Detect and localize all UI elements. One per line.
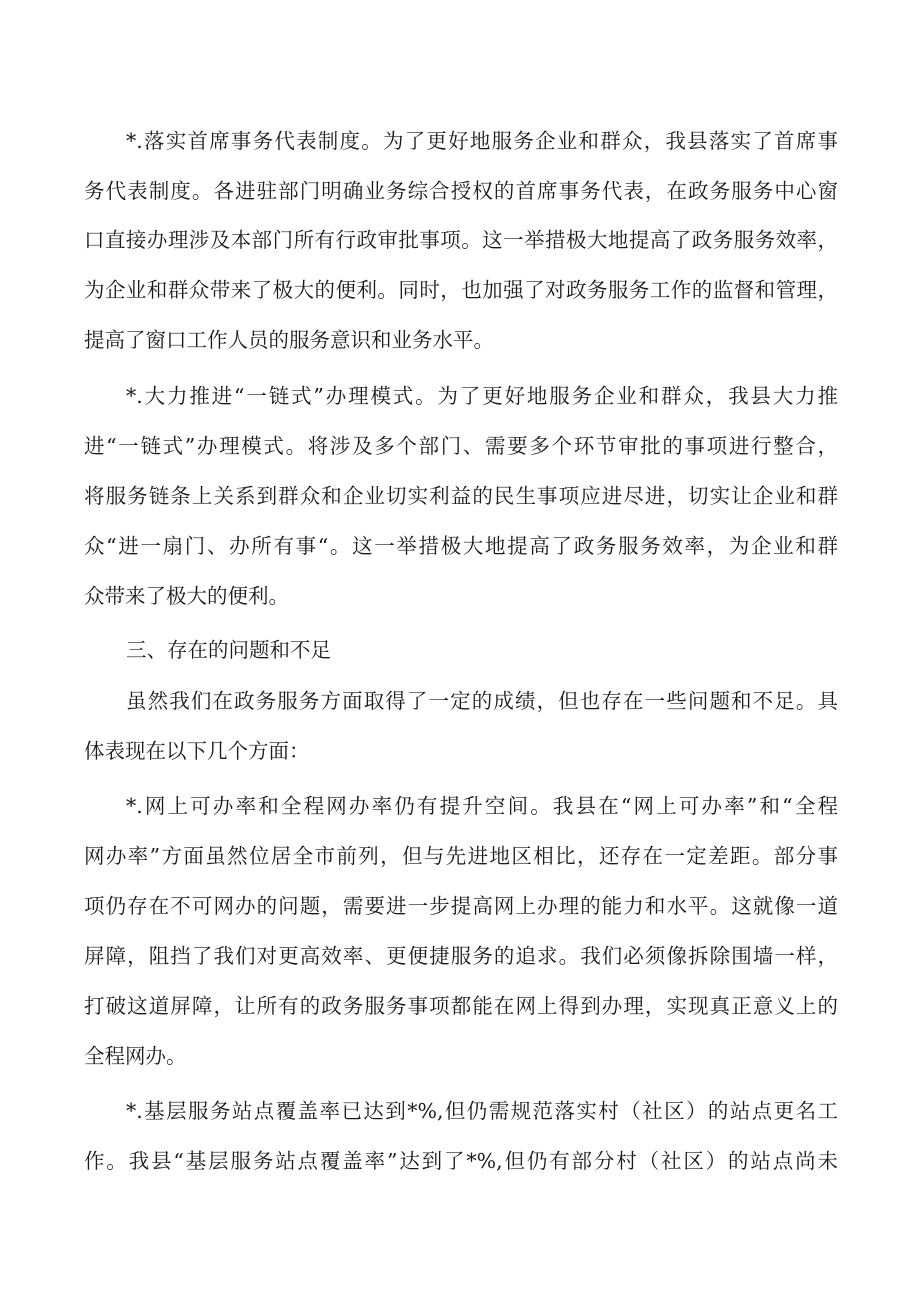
paragraph-line: *.网上可办率和全程网办率仍有提升空间。我县在“网上可办率”和“全程 [126, 794, 838, 818]
paragraph-line: *.大力推进“一链式”办理模式。为了更好地服务企业和群众，我县大力推 [126, 384, 838, 408]
paragraph-line: *.基层服务站点覆盖率已达到*%,但仍需规范落实村（社区）的站点更名工 [126, 1099, 838, 1123]
paragraph-line: 作。我县“基层服务站点覆盖率”达到了*%,但仍有部分村（社区）的站点尚未 [84, 1149, 838, 1173]
paragraph-line: 全程网办。 [84, 1044, 187, 1068]
paragraph-line: 为企业和群众带来了极大的便利。同时，也加强了对政务服务工作的监督和管理， [84, 278, 838, 302]
paragraph-line: 务代表制度。各进驻部门明确业务综合授权的首席事务代表，在政务服务中心窗 [84, 179, 838, 203]
paragraph-line: *.落实首席事务代表制度。为了更好地服务企业和群众，我县落实了首席事 [126, 129, 838, 153]
paragraph-line: 众“进一扇门、办所有事“。这一举措极大地提高了政务服务效率，为企业和群 [84, 534, 838, 558]
section-heading: 三、存在的问题和不足 [126, 638, 331, 662]
paragraph-line: 进“一链式”办理模式。将涉及多个部门、需要多个环节审批的事项进行整合， [84, 434, 838, 458]
paragraph-line: 众带来了极大的便利。 [84, 584, 289, 608]
paragraph-line: 提高了窗口工作人员的服务意识和业务水平。 [84, 328, 494, 352]
paragraph-line: 口直接办理涉及本部门所有行政审批事项。这一举措极大地提高了政务服务效率， [84, 228, 838, 252]
paragraph-line: 虽然我们在政务服务方面取得了一定的成绩，但也存在一些问题和不足。具 [126, 689, 838, 713]
paragraph-line: 项仍存在不可网办的问题，需要进一步提高网上办理的能力和水平。这就像一道 [84, 894, 838, 918]
paragraph-line: 屏障，阻挡了我们对更高效率、更便捷服务的追求。我们必须像拆除围墙一样， [84, 944, 838, 968]
paragraph-line: 将服务链条上关系到群众和企业切实利益的民生事项应进尽进，切实让企业和群 [84, 484, 838, 508]
paragraph-line: 网办率”方面虽然位居全市前列，但与先进地区相比，还存在一定差距。部分事 [84, 844, 838, 868]
paragraph-line: 体表现在以下几个方面： [84, 739, 310, 763]
paragraph-line: 打破这道屏障，让所有的政务服务事项都能在网上得到办理，实现真正意义上的 [84, 994, 838, 1018]
